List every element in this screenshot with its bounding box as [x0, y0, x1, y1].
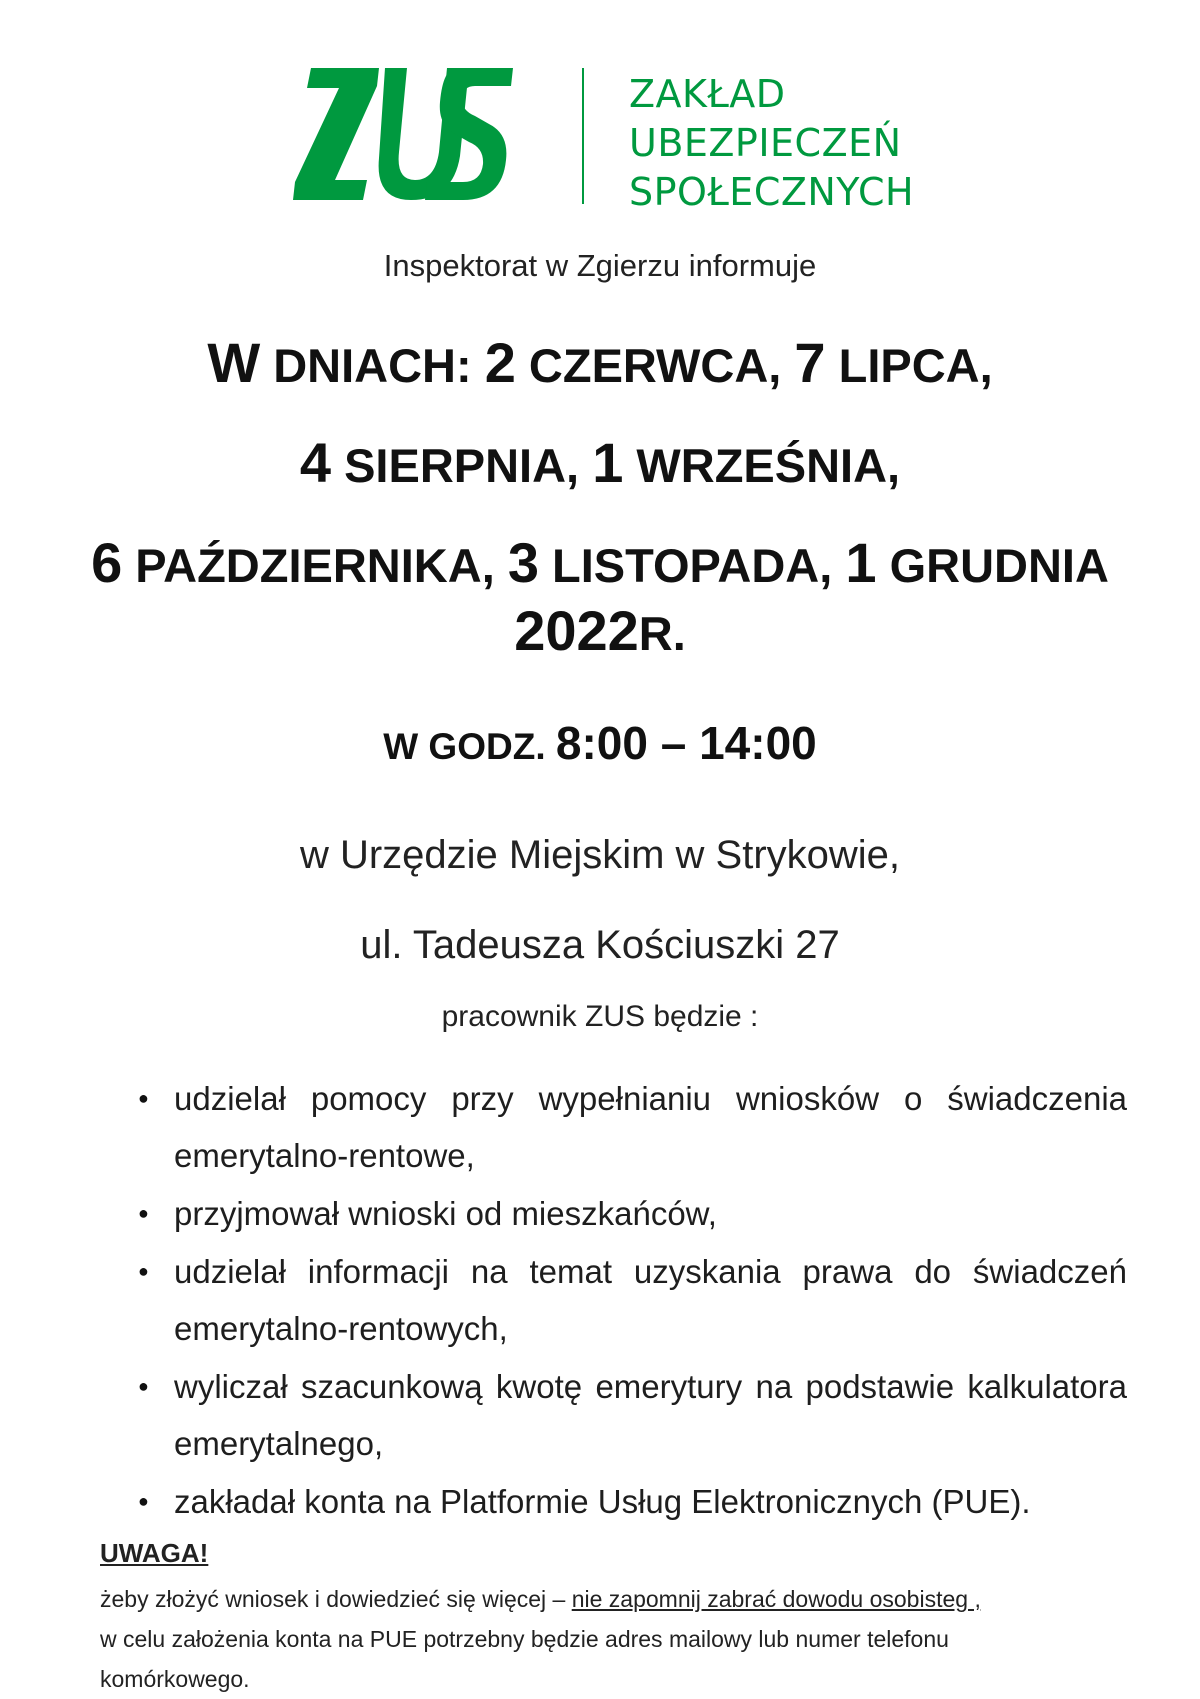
date-month: CZERWCA, [515, 339, 795, 392]
logo-name-line-1: ZAKŁAD [629, 72, 786, 116]
date-month: GRUDNIA [876, 539, 1109, 592]
dates-dniach: DNIACH: [260, 339, 485, 392]
year-number: 2022 [514, 599, 639, 662]
hours-time: 8:00 – 14:00 [555, 717, 817, 769]
date-day: 4 [299, 431, 332, 494]
date-month: SIERPNIA, [331, 439, 593, 492]
date-month: WRZEŚNIA, [623, 439, 901, 492]
duties-list [122, 1070, 1127, 1531]
date-month: LIPCA, [825, 339, 993, 392]
list-item: ● przyjmował wnioski od mieszkańców, [122, 1185, 1127, 1242]
dates-block [0, 331, 1200, 662]
date-day: 6 [91, 531, 123, 594]
dates-w: W [207, 331, 261, 394]
place-office: w Urzędzie Miejskim w Strykowie, [299, 833, 901, 877]
duties-intro: pracownik ZUS będzie : [441, 1000, 759, 1033]
date-day: 1 [592, 431, 624, 494]
place-address: ul. Tadeusza Kościuszki 27 [360, 923, 840, 967]
zus-logo [293, 68, 943, 220]
inspectorate-heading: Inspektorat w Zgierzu informuje [383, 248, 817, 283]
list-item: ● wyliczał szacunkową kwotę emerytury na podstawie kalkulatora emerytalnego, [122, 1358, 1127, 1472]
date-day: 7 [794, 331, 826, 394]
notice-title: UWAGA! [100, 1538, 209, 1568]
dates-line-2 [0, 433, 1200, 533]
date-day: 3 [507, 531, 539, 594]
list-item: ● zakładał konta na Platformie Usług Elektronicznych (PUE). [122, 1473, 1127, 1530]
year-suffix: R. [638, 607, 686, 660]
zus-logo-mark [293, 68, 513, 204]
date-month: LISTOPADA, [538, 539, 846, 592]
notice-line-2: w celu założenia konta na PUE potrzebny będzie adres mailowy lub numer telefonu [100, 1626, 949, 1652]
logo-divider [582, 68, 584, 204]
list-item: ● udzielał informacji na temat uzyskania prawa do świadczeń emerytalno-rentowych, [122, 1243, 1127, 1357]
place-block [0, 810, 1200, 990]
notice-id-reminder: nie zapomnij zabrać dowodu osobisteg , [571, 1586, 981, 1612]
notice-line-1-text: żeby złożyć wniosek i dowiedzieć się więcej – [100, 1586, 572, 1612]
date-month: PAŹDZIERNIKA, [122, 539, 508, 592]
dates-line-1 [0, 333, 1200, 433]
notice-line-1 [100, 1579, 1140, 1619]
logo-institution-name [629, 70, 914, 217]
list-item: ● udzielał pomocy przy wypełnianiu wniosków o świadczenia emerytalno-rentowe, [122, 1070, 1127, 1184]
logo-name-line-2: UBEZPIECZEŃ [629, 121, 902, 165]
date-day: 1 [845, 531, 877, 594]
logo-name-line-3: SPOŁECZNYCH [629, 170, 915, 214]
dates-line-3 [0, 533, 1200, 601]
hours-line [0, 716, 1200, 770]
notice-line-3: komórkowego. [100, 1666, 250, 1692]
notice-block [100, 1538, 1140, 1699]
date-day: 2 [484, 331, 516, 394]
hours-label: W GODZ. [383, 726, 556, 767]
